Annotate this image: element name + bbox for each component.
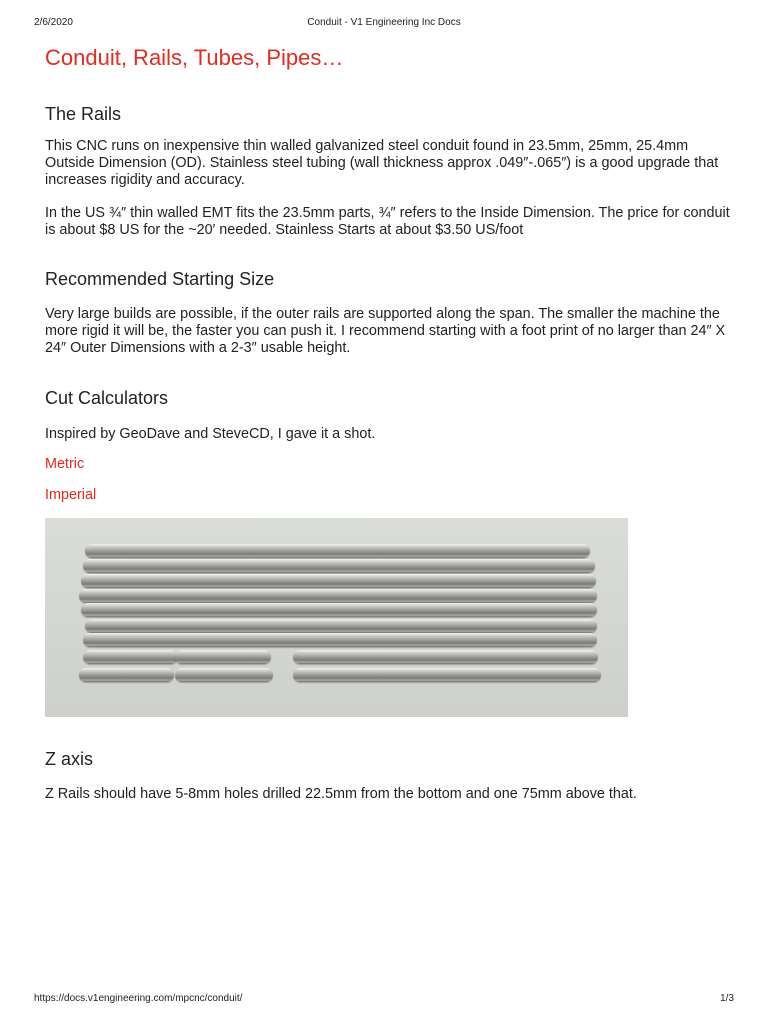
conduit-tube <box>83 633 597 647</box>
metric-link[interactable]: Metric <box>45 456 85 472</box>
heading-recommended-size: Recommended Starting Size <box>45 269 275 289</box>
rails-paragraph-1: This CNC runs on inexpensive thin walled galvanized steel conduit found in 23.5mm, 25mm, 25.4mm Outside Dimension (OD). Stainless steel tubing (wall thickness approx .049″-.065″) is a good upgrade that increases rigidity and accuracy. <box>45 138 719 188</box>
page-title: Conduit, Rails, Tubes, Pipes… <box>45 45 344 70</box>
conduit-tube <box>81 603 597 617</box>
conduit-tube-short <box>79 668 174 682</box>
print-date: 2/6/2020 <box>34 17 73 28</box>
conduit-tube-short <box>175 668 273 682</box>
heading-the-rails: The Rails <box>45 104 122 124</box>
conduit-tube <box>83 559 595 573</box>
conduit-photo <box>45 518 628 717</box>
heading-z-axis: Z axis <box>45 749 94 769</box>
print-page-title: Conduit - V1 Engineering Inc Docs <box>307 17 461 28</box>
conduit-tube <box>85 544 590 558</box>
zaxis-paragraph: Z Rails should have 5-8mm holes drilled 22.5mm from the bottom and one 75mm above that. <box>45 786 637 802</box>
print-footer <box>34 993 734 1007</box>
conduit-tube <box>293 668 601 682</box>
conduit-tube <box>79 589 597 603</box>
print-url: https://docs.v1engineering.com/mpcnc/conduit/ <box>34 993 243 1004</box>
print-header <box>34 17 734 31</box>
page-number: 1/3 <box>720 993 734 1004</box>
conduit-tube <box>81 574 596 588</box>
conduit-tube-short <box>175 650 271 664</box>
conduit-tube <box>293 650 598 664</box>
size-paragraph: Very large builds are possible, if the outer rails are supported along the span. The smaller the machine the more rigid it will be, the faster you can push it. I recommend starting with a foot print of no larger than 24″ X 24″ Outer Dimensions with a 2-3″ usable height. <box>45 306 726 356</box>
conduit-tube-short <box>83 650 178 664</box>
imperial-link[interactable]: Imperial <box>45 487 97 503</box>
rails-paragraph-2: In the US ¾″ thin walled EMT fits the 23.5mm parts, ¾″ refers to the Inside Dimension. The price for conduit is about $8 US for the ~20′ needed. Stainless Starts at about $3.50 US/foot <box>45 205 730 238</box>
conduit-tube <box>85 619 597 633</box>
heading-cut-calculators: Cut Calculators <box>45 388 169 408</box>
calc-paragraph: Inspired by GeoDave and SteveCD, I gave it a shot. <box>45 426 376 442</box>
